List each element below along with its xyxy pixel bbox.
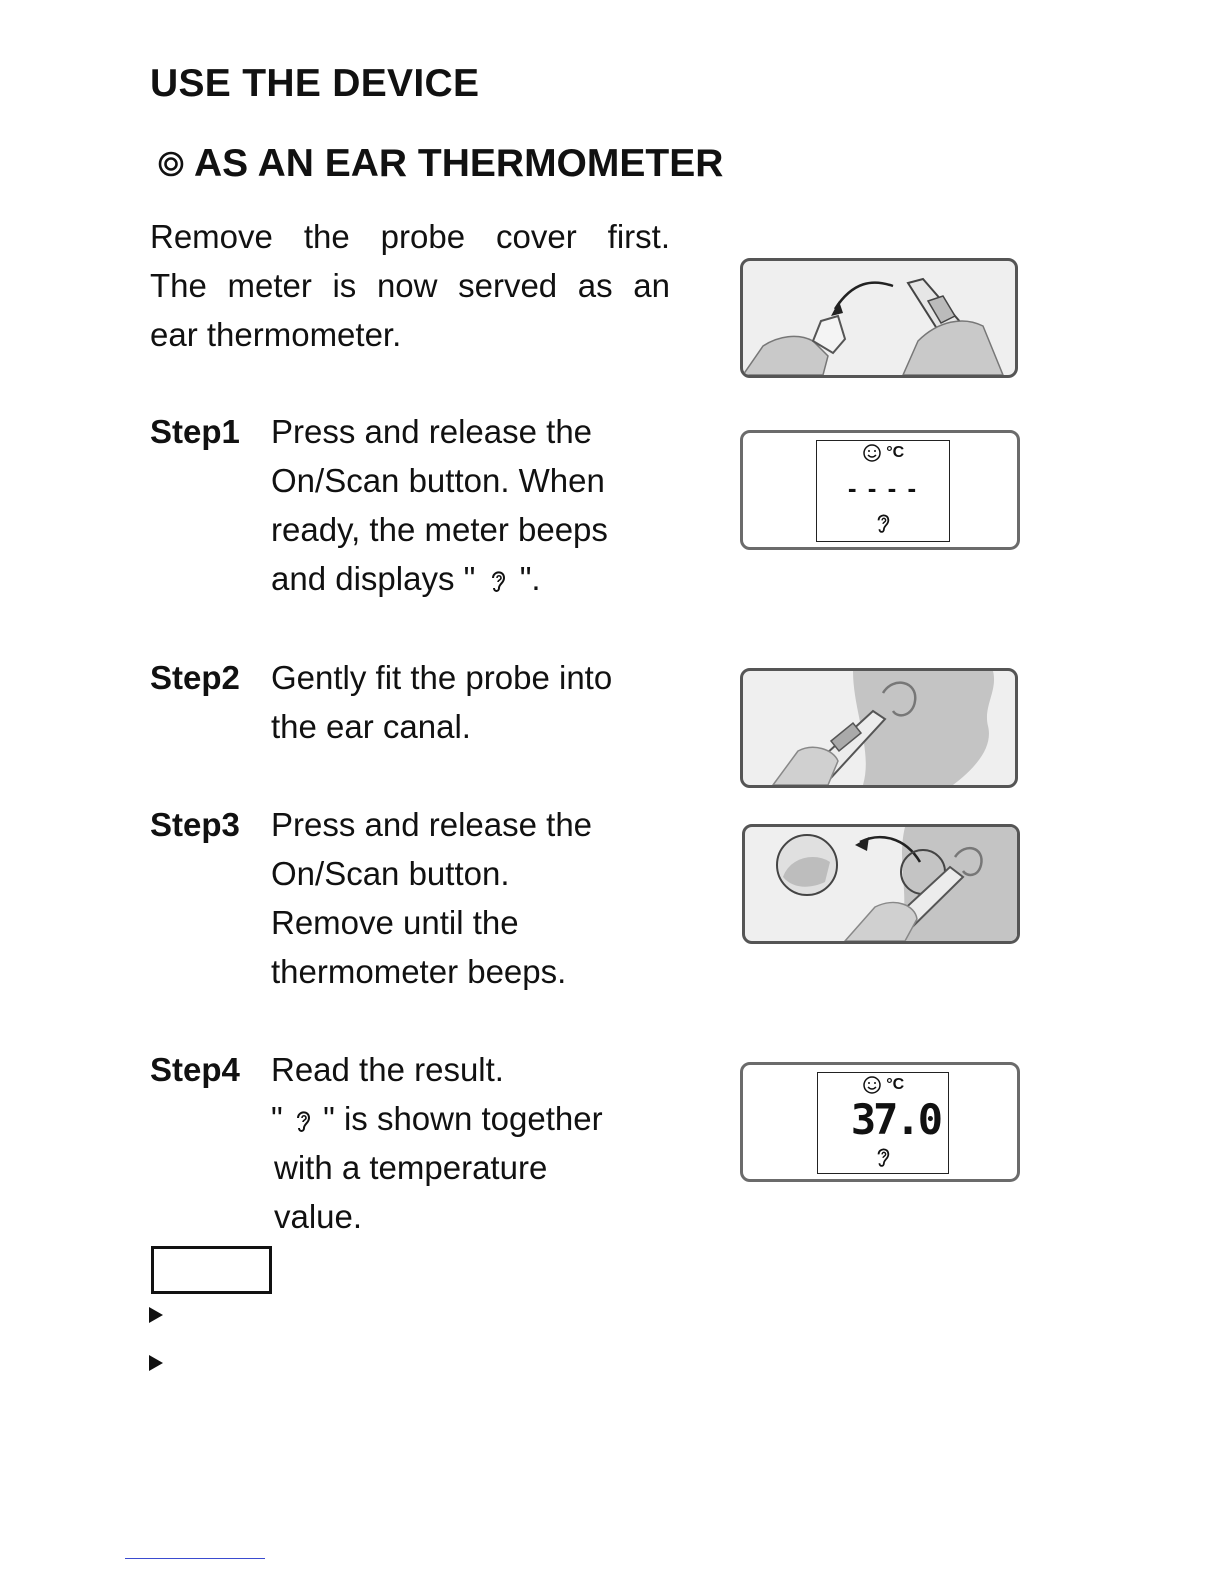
intro-line: ear thermometer. <box>150 316 402 353</box>
step-line: Read the result. <box>271 1051 504 1088</box>
section-title-text: AS AN EAR THERMOMETER <box>194 142 724 185</box>
triangle-right-icon <box>149 1307 163 1323</box>
lcd-unit: °C <box>886 444 905 462</box>
step-line-text: " is shown together <box>323 1100 603 1137</box>
step-line: thermometer beeps. <box>271 953 567 990</box>
lcd-panel-standby <box>740 430 1020 550</box>
step-label: Step2 <box>150 659 240 696</box>
step-body <box>271 653 711 751</box>
step-1 <box>150 407 710 607</box>
triangle-right-icon <box>149 1355 163 1371</box>
step-line: with a temperature <box>274 1149 548 1186</box>
step-3 <box>150 800 710 1000</box>
lcd-panel-result <box>740 1062 1020 1182</box>
lcd-screen <box>816 440 950 542</box>
step-line: On/Scan button. When <box>271 462 605 499</box>
lcd-screen <box>817 1072 949 1174</box>
probe-in-ear-illustration <box>740 668 1018 788</box>
step-label: Step3 <box>150 806 240 843</box>
double-circle-bullet-icon <box>158 151 184 177</box>
hands-thermometer-icon <box>743 261 1015 375</box>
lcd-top-row <box>818 1075 948 1095</box>
step-2 <box>150 653 710 753</box>
lcd-bottom-row <box>818 1145 948 1174</box>
step-line <box>271 554 711 603</box>
step-body <box>271 407 711 603</box>
ear-icon <box>294 1108 312 1134</box>
smiley-face-icon <box>862 443 882 463</box>
step-body <box>271 1045 711 1241</box>
intro-line: The meter is now served as an <box>150 267 670 304</box>
step-line-text: ". <box>519 560 541 597</box>
lcd-value: - - - - <box>847 473 919 503</box>
press-button-zoom-icon <box>745 827 1017 941</box>
step-line-text: and displays " <box>271 560 476 597</box>
step-body <box>271 800 711 996</box>
step-line: Remove until the <box>271 904 519 941</box>
press-scan-illustration <box>742 824 1020 944</box>
intro-paragraph <box>150 212 670 359</box>
lcd-value: 37.0 <box>850 1095 940 1144</box>
step-line: Press and release the <box>271 413 593 450</box>
step-4 <box>150 1045 710 1245</box>
step-line: Gently fit the probe into <box>271 659 613 696</box>
step-line: value. <box>274 1198 363 1235</box>
smiley-face-icon <box>862 1075 882 1095</box>
footer-link-underline <box>125 1558 265 1559</box>
page-title: USE THE DEVICE <box>150 62 480 105</box>
child-ear-thermometer-icon <box>743 671 1015 785</box>
lcd-bottom-row <box>817 511 949 540</box>
note-label-box <box>151 1246 272 1294</box>
step-line: Press and release the <box>271 806 593 843</box>
step-label: Step1 <box>150 413 240 450</box>
intro-line: Remove the probe cover first. <box>150 218 670 255</box>
lcd-top-row <box>817 443 949 463</box>
ear-icon <box>875 511 891 535</box>
lcd-unit: °C <box>886 1076 905 1094</box>
step-line: On/Scan button. <box>271 855 510 892</box>
remove-cover-illustration <box>740 258 1018 378</box>
ear-icon <box>875 1145 891 1169</box>
step-label: Step4 <box>150 1051 240 1088</box>
ear-icon <box>489 568 507 594</box>
step-line: the ear canal. <box>271 708 471 745</box>
step-line <box>271 1094 711 1143</box>
section-title <box>158 142 723 186</box>
step-line: ready, the meter beeps <box>271 511 608 548</box>
step-line-text: " <box>271 1100 283 1137</box>
